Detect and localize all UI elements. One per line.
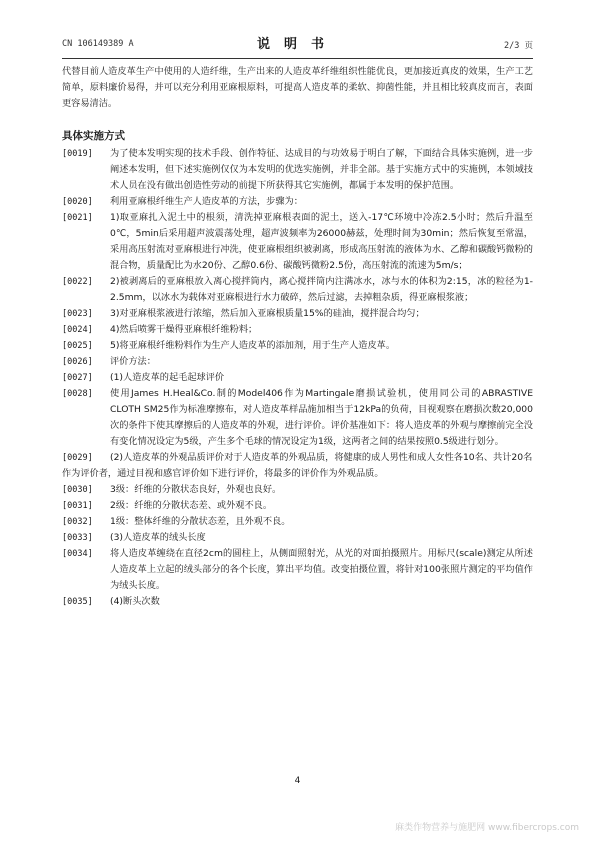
page-number: 4 xyxy=(294,776,301,786)
page-header xyxy=(62,33,533,53)
page-indicator: 2/3 页 xyxy=(504,41,533,51)
paragraph-number: [0035] xyxy=(62,597,93,607)
paragraph-0024 xyxy=(62,322,533,338)
paragraph-text: 使用James H.Heal&Co.制的Model406作为Martingale磨损试验机，使用同公司的ABRASTIVE CLOTH SM25作为标准摩擦布，对人造皮革样品施加相当于12kPa的负荷，目视观察在磨损次数20,000次的条件下使其摩擦后的人造皮革的外观，进行评价。评价基准如下：将人造皮革的外观与摩擦前完全没有变化情况设定为5级，产生多个毛球的情况设定为1级，这两者之间的结果按照0.5级进行划分。 xyxy=(110,388,533,447)
paragraph-0033 xyxy=(62,530,533,546)
header-rule xyxy=(62,58,533,59)
paragraph-0029 xyxy=(62,450,533,482)
paragraph-number: [0024] xyxy=(62,325,93,335)
paragraph-number: [0031] xyxy=(62,501,93,511)
document-body xyxy=(62,64,533,610)
paragraph-0030 xyxy=(62,482,533,498)
paragraph-0035 xyxy=(62,594,533,610)
paragraph-number: [0023] xyxy=(62,309,93,319)
paragraph-0022 xyxy=(62,274,533,306)
paragraph-number: [0033] xyxy=(62,533,93,543)
paragraph-text: 为了使本发明实现的技术手段、创作特征、达成目的与功效易于明白了解，下面结合具体实施例，进一步阐述本发明，但下述实施例仅仅为本发明的优选实施例，并非全部。基于实施方式中的实施例，本领域技术人员在没有做出创造性劳动的前提下所获得其它实施例，都属于本发明的保护范围。 xyxy=(110,148,533,191)
paragraph-0019 xyxy=(62,146,533,194)
paragraph-0026 xyxy=(62,354,533,370)
paragraph-number: [0028] xyxy=(62,389,93,399)
paragraph-number: [0030] xyxy=(62,485,93,495)
paragraph-number: [0026] xyxy=(62,357,93,367)
paragraph-text: 1)取亚麻扎入泥土中的根须，清洗掉亚麻根表面的泥土，送入-17℃环境中冷冻2.5小时；然后升温至0℃，5min后采用超声波震荡处理，超声波频率为26000赫兹，处理时间为30min；然后恢复至常温，采用高压射流对亚麻根进行冲洗，使亚麻根组织被剥离，形成高压射流的液体为水、乙醇和碳酸钙微粉的混合物，质量配比为水20份、乙醇0.6份、碳酸钙微粉2.5份，高压射流的流速为5m/s； xyxy=(110,212,533,271)
paragraph-0031 xyxy=(62,498,533,514)
paragraph-text: (4)断头次数 xyxy=(110,596,160,607)
paragraph-0028 xyxy=(62,386,533,450)
paragraph-text: 1级：整体纤维的分散状态差，且外观不良。 xyxy=(110,516,291,527)
site-watermark: 麻类作物营养与施肥网 www.fibercrops.com xyxy=(395,823,579,833)
paragraph-text: 评价方法： xyxy=(110,356,156,367)
paragraph-text: (1)人造皮革的起毛起球评价 xyxy=(110,372,225,383)
paragraph-text: (3)人造皮革的绒头长度 xyxy=(110,532,206,543)
paragraph-number: [0027] xyxy=(62,373,93,383)
paragraph-text: 2)被剥离后的亚麻根放入离心搅拌筒内，离心搅拌筒内注满冰水，冰与水的体积为2:15，冰的粒径为1-2.5mm，以冰水为载体对亚麻根进行水力破碎，然后过滤，去掉粗杂质，得亚麻根浆液； xyxy=(110,276,533,303)
paragraph-0020 xyxy=(62,194,533,210)
paragraph-text: 3级：纤维的分散状态良好，外观也良好。 xyxy=(110,484,282,495)
paragraph-text: 4)然后喷雾干燥得亚麻根纤维粉料； xyxy=(110,324,258,335)
paragraph-text: 利用亚麻根纤维生产人造皮革的方法，步骤为： xyxy=(110,196,303,207)
paragraph-0021 xyxy=(62,210,533,274)
section-heading: 具体实施方式 xyxy=(62,130,125,142)
paragraph-0032 xyxy=(62,514,533,530)
paragraph-0027 xyxy=(62,370,533,386)
paragraph-number: [0020] xyxy=(62,197,93,207)
publication-number: CN 106149389 A xyxy=(62,39,134,49)
intro-paragraph: 代替目前人造皮革生产中使用的人造纤维，生产出来的人造皮革纤维组织性能优良，更加接近真皮的效果，生产工艺简单，原料廉价易得，并可以充分利用亚麻根原料，可提高人造皮革的柔软、抑菌性能，并且相比较真皮而言，表面更容易清洁。 xyxy=(62,66,533,109)
paragraph-text: 2级：纤维的分散状态差、或外观不良。 xyxy=(110,500,273,511)
paragraph-number: [0025] xyxy=(62,341,93,351)
paragraph-0034 xyxy=(62,546,533,594)
paragraph-0023 xyxy=(62,306,533,322)
paragraph-number: [0021] xyxy=(62,213,93,223)
paragraph-number: [0034] xyxy=(62,549,93,559)
paragraph-number: [0029] xyxy=(62,453,93,463)
paragraph-number: [0022] xyxy=(62,277,93,287)
document-title: 说明书 xyxy=(256,37,338,52)
paragraph-0025 xyxy=(62,338,533,354)
paragraph-number: [0019] xyxy=(62,149,93,159)
paragraph-text: (2)人造皮革的外观品质评价对于人造皮革的外观品质，将健康的成人男性和成人女性各10名、共计20名作为评价者，通过目视和感官评价如下进行评价，将最多的评价作为外观品质。 xyxy=(62,452,533,479)
paragraph-text: 5)将亚麻根纤维粉料作为生产人造皮革的添加剂，用于生产人造皮革。 xyxy=(110,340,396,351)
paragraph-text: 将人造皮革缠绕在直径2cm的圆柱上，从侧面照射光，从光的对面拍摄照片。用标尺(scale)测定从所述人造皮革上立起的绒头部分的各个长度，算出平均值。改变拍摄位置，将针对100张照片测定的平均值作为绒头长度。 xyxy=(110,548,533,591)
paragraph-number: [0032] xyxy=(62,517,93,527)
paragraph-text: 3)对亚麻根浆液进行浓缩，然后加入亚麻根质量15%的硅油，搅拌混合均匀； xyxy=(110,308,425,319)
